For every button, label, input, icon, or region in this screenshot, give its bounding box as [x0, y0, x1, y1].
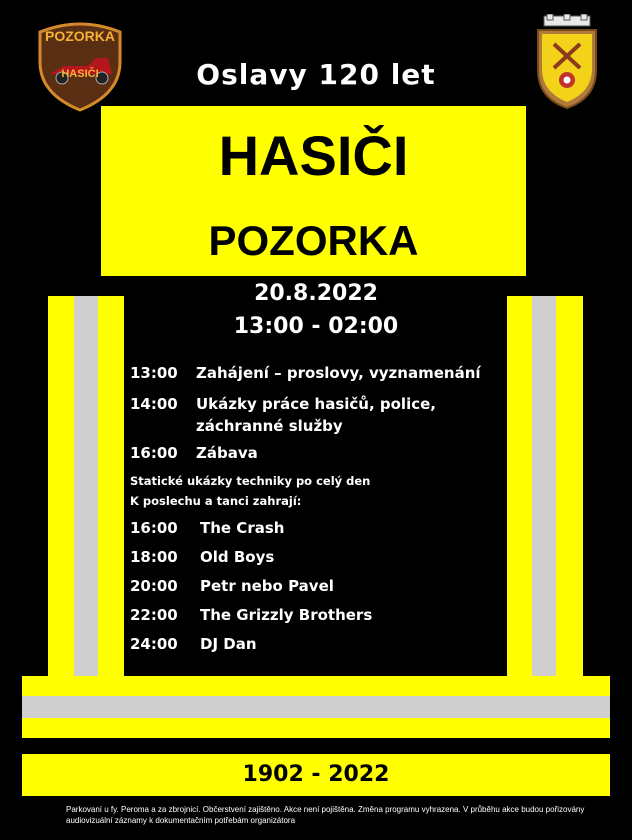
- band-time: 16:00: [130, 519, 178, 537]
- event-time: 13:00 - 02:00: [233, 314, 399, 339]
- coat-of-arms-icon: [532, 14, 602, 110]
- band-time: 18:00: [130, 548, 178, 566]
- band-name: Petr nebo Pavel: [200, 577, 334, 595]
- event-date: 20.8.2022: [254, 281, 378, 306]
- band-time: 20:00: [130, 577, 178, 595]
- schedule-text: Zábava: [196, 444, 258, 462]
- page-subtitle: POZORKA: [208, 217, 419, 264]
- footer-line-1: Parkovaní u fy. Peroma a za zbrojnicí. Občerstvení zajištěno. Akce není pojištěna. Změna programu vyhrazena. V průběhu akce budou pořizovány: [66, 805, 585, 814]
- static-demo-note: Statické ukázky techniky po celý den: [130, 474, 371, 488]
- schedule-text: Ukázky práce hasičů, police,: [196, 395, 436, 413]
- bottom-band-top: [22, 676, 610, 696]
- bands-intro: K poslechu a tanci zahrají:: [130, 494, 302, 508]
- band-name: DJ Dan: [200, 635, 257, 653]
- band-time: 22:00: [130, 606, 178, 624]
- schedule-time: 13:00: [130, 364, 178, 382]
- footer-note: [66, 804, 586, 826]
- right-strip-reflective: [532, 296, 556, 676]
- footer-line-2: audiovizuální záznamy k dokumentačním potřebám organizátora: [66, 816, 296, 825]
- band-time: 24:00: [130, 635, 178, 653]
- schedule-text-continued: záchranné služby: [196, 417, 343, 435]
- band-name: The Crash: [200, 519, 285, 537]
- bottom-band-bottom: [22, 718, 610, 738]
- celebration-heading: Oslavy 120 let: [196, 58, 436, 91]
- years-label: 1902 - 2022: [242, 762, 390, 787]
- left-strip-reflective: [74, 296, 98, 676]
- schedule-time: 16:00: [130, 444, 178, 462]
- logo-bottom-text: HASIČI: [61, 68, 99, 80]
- band-name: Old Boys: [200, 548, 275, 566]
- logo-top-text: POZORKA: [45, 28, 115, 44]
- schedule-text: Zahájení – proslovy, vyznamenání: [196, 364, 481, 382]
- band-name: The Grizzly Brothers: [200, 606, 373, 624]
- schedule-time: 14:00: [130, 395, 178, 413]
- page-title: HASIČI: [218, 124, 409, 187]
- bottom-band-reflective: [22, 696, 610, 718]
